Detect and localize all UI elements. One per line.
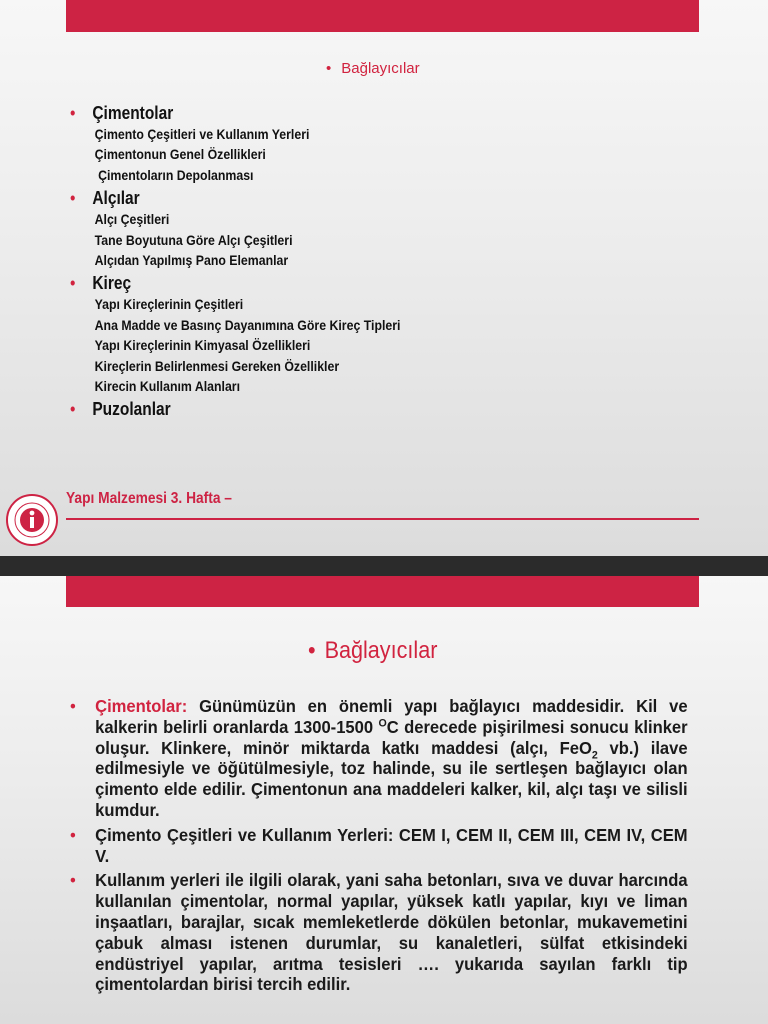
bullet-icon: • <box>70 696 76 716</box>
bullet-icon: • <box>70 188 76 209</box>
bullet-icon: • <box>70 870 76 891</box>
body-text <box>70 696 688 999</box>
term-cimentolar: Çimentolar: <box>95 696 188 716</box>
topic-section <box>70 102 446 185</box>
bullet-icon: • <box>326 60 332 77</box>
section-heading <box>70 398 393 420</box>
slide-1-title-text: Bağlayıcılar <box>341 60 420 77</box>
paragraph-text: C derecede pişirilmesi sonucu klinker oluşur. Klinkere, minör miktarda katkı maddesi (alçı, FeO <box>95 716 688 758</box>
topic-list <box>70 102 446 422</box>
paragraph-cimento-cesitleri <box>70 825 688 867</box>
section-heading-text: Çimentolar <box>92 103 174 123</box>
subscript: 2 <box>591 749 598 762</box>
bullet-icon: • <box>70 273 76 294</box>
paragraph-text: Günümüzün en önemli yapı bağlayıcı maddesidir. Kil ve kalkerin belirli oranlarda 1300-1500 <box>95 696 688 737</box>
bullet-icon: • <box>70 824 76 845</box>
footer-title: Yapı Malzemesi 3. Hafta – <box>66 490 232 507</box>
superscript: O <box>378 717 387 730</box>
bullet-icon: • <box>308 637 316 664</box>
section-heading <box>70 272 393 294</box>
section-heading-text: Alçılar <box>92 188 140 209</box>
section-heading-text: Kireç <box>92 273 132 294</box>
sub-item: Alçıdan Yapılmış Pano Elemanlar <box>94 252 289 269</box>
sub-item: Alçı Çeşitleri <box>94 211 170 228</box>
sub-item: Çimentonun Genel Özellikleri <box>94 146 266 163</box>
section-heading <box>70 102 393 124</box>
sub-item: Çimento Çeşitleri ve Kullanım Yerleri <box>94 126 310 142</box>
slide-2-title <box>308 637 437 665</box>
section-heading-text: Puzolanlar <box>92 399 171 420</box>
paragraph-kullanim-yerleri <box>70 870 688 995</box>
footer-divider <box>66 518 699 520</box>
slide-2 <box>0 576 768 1024</box>
sub-item: Tane Boyutuna Göre Alçı Çeşitleri <box>94 231 293 248</box>
sub-item: Yapı Kireçlerinin Kimyasal Özellikleri <box>94 337 311 354</box>
bullet-icon: • <box>70 399 76 420</box>
sub-item: Çimentoların Depolanması <box>94 166 254 183</box>
section-heading <box>70 187 393 209</box>
topic-section <box>70 272 446 396</box>
slide-1-title <box>326 60 420 77</box>
paragraph-cimentolar <box>70 696 688 821</box>
slide-2-title-text: Bağlayıcılar <box>324 637 438 664</box>
topic-section <box>70 398 446 420</box>
sub-item: Ana Madde ve Basınç Dayanımına Göre Kireç Tipleri <box>94 316 401 333</box>
paragraph-text: vb.) ilave edilmesiyle ve öğütülmesiyle, toz halinde, su ile sertleşen bağlayıcı olan çimento elde edilir. Çimentonun ana maddeleri kalker, kil, alçı taşı ve silisli kumdur. <box>95 737 688 820</box>
header-bar <box>66 0 699 32</box>
paragraph-text: Çimento Çeşitleri ve Kullanım Yerleri: CEM I, CEM II, CEM III, CEM IV, CEM V. <box>95 824 688 866</box>
sub-item: Kireçlerin Belirlenmesi Gereken Özellikler <box>94 357 340 374</box>
university-logo-icon <box>6 494 58 546</box>
header-bar <box>66 576 699 607</box>
sub-item: Kirecin Kullanım Alanları <box>94 378 241 395</box>
sub-item: Yapı Kireçlerinin Çeşitleri <box>94 296 244 313</box>
bullet-icon: • <box>70 103 76 123</box>
topic-section <box>70 187 446 270</box>
paragraph-text: Kullanım yerleri ile ilgili olarak, yani saha betonları, sıva ve duvar harcında kullanılan çimentolar, normal yapılar, yüksek katlı yapılar, kıyı ve liman inşaatları, barajlar, sıcak memleketlerde dökülen betonlar, mukavemetini çabuk alması istenen durumlar, su kanaletleri, sülfat etkisindeki endüstriyel yapılar, arıtma tesisleri …. yukarıda sayılan farklı tip çimentolardan birisi tercih edilir. <box>95 870 688 995</box>
